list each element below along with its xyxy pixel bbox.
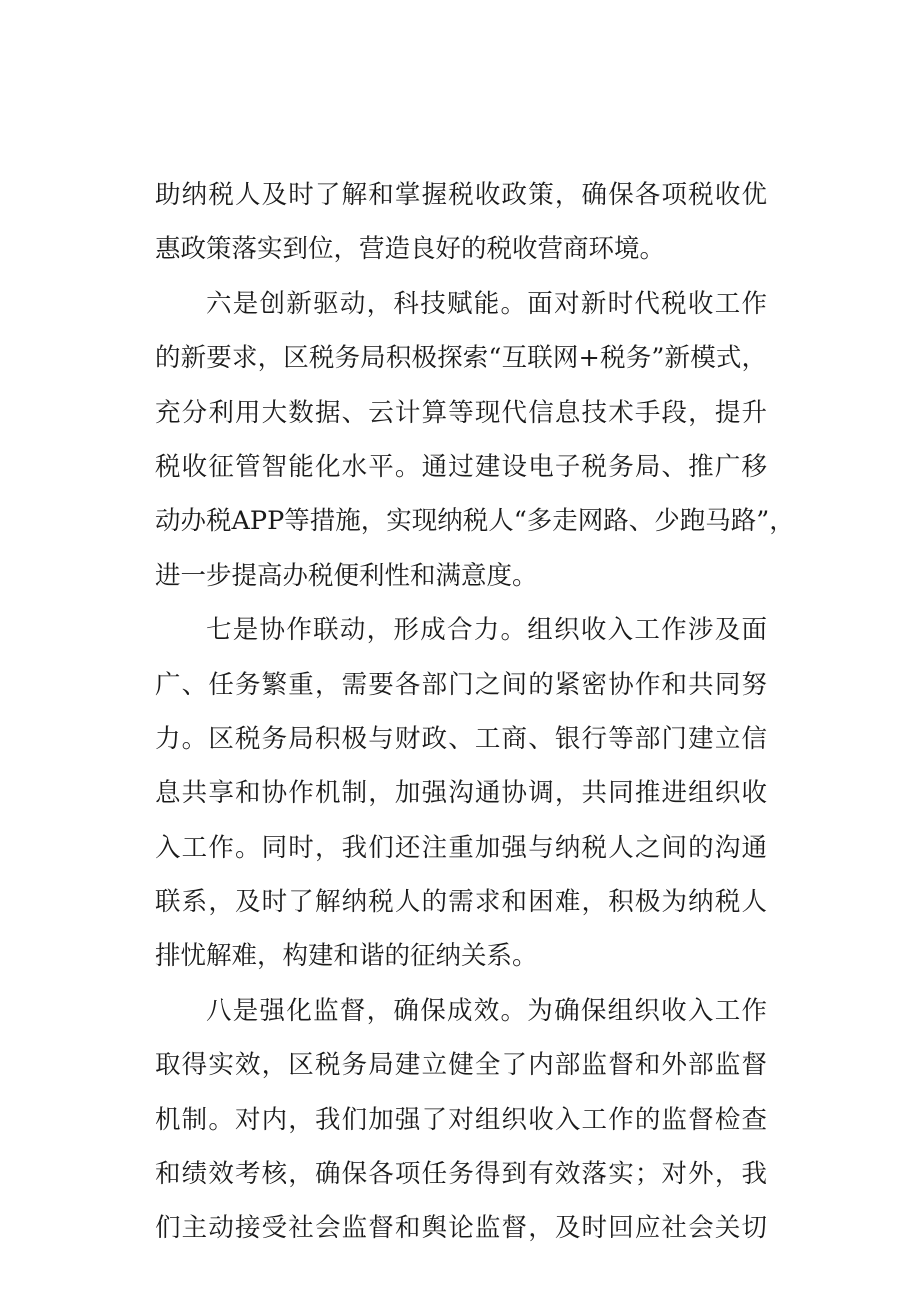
- text-line: 息共享和协作机制，加强沟通协调，共同推进组织收: [155, 778, 767, 809]
- paragraph-continued: [155, 168, 767, 277]
- text-line: 取得实效，区税务局建立健全了内部监督和外部监督: [155, 1050, 767, 1081]
- text-line: 和绩效考核，确保各项任务得到有效落实；对外，我: [155, 1159, 767, 1190]
- text-line: 的新要求，区税务局积极探索“互联网+税务”新模式，: [155, 343, 767, 374]
- text-line: 排忧解难，构建和谐的征纳关系。: [155, 941, 538, 972]
- text-line: 六是创新驱动，科技赋能。面对新时代税收工作: [206, 288, 767, 319]
- text-line: 助纳税人及时了解和掌握税收政策，确保各项税收优: [155, 180, 767, 210]
- text-line: 联系，及时了解纳税人的需求和困难，积极为纳税人: [155, 887, 767, 918]
- text-line: 进一步提高办税便利性和满意度。: [155, 560, 538, 591]
- text-line: 惠政策落实到位，营造良好的税收营商环境。: [155, 234, 666, 265]
- text-line: 们主动接受社会监督和舆论监督，及时回应社会关切: [155, 1213, 767, 1244]
- document-body: [155, 168, 795, 1256]
- text-line: 七是协作联动，形成合力。组织收入工作涉及面: [206, 615, 767, 646]
- text-line: 八是强化监督，确保成效。为确保组织收入工作: [206, 995, 767, 1026]
- text-line: 广、任务繁重，需要各部门之间的紧密协作和共同努: [155, 669, 767, 700]
- paragraph-eight: [155, 984, 767, 1256]
- text-line: 力。区税务局积极与财政、工商、银行等部门建立信: [155, 723, 767, 754]
- text-line: 机制。对内，我们加强了对组织收入工作的监督检查: [155, 1104, 767, 1135]
- paragraph-seven: [155, 603, 767, 984]
- text-line: 动办税APP等措施，实现纳税人“多走网路、少跑马路”，: [155, 506, 795, 537]
- paragraph-six: [155, 277, 795, 603]
- text-line: 税收征管智能化水平。通过建设电子税务局、推广移: [155, 451, 767, 482]
- text-line: 充分利用大数据、云计算等现代信息技术手段，提升: [155, 397, 767, 428]
- text-line: 入工作。同时，我们还注重加强与纳税人之间的沟通: [155, 832, 767, 863]
